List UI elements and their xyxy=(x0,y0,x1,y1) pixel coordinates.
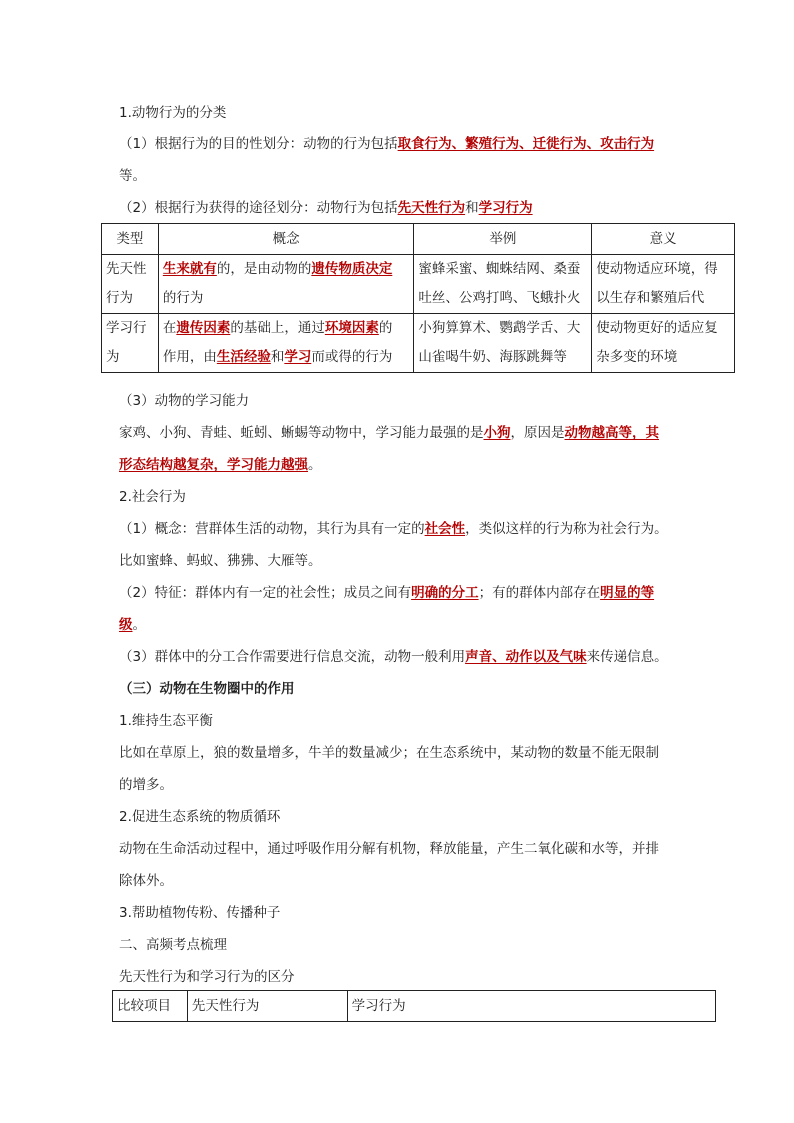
section-heading-learning-ability: （3）动物的学习能力 xyxy=(119,393,250,409)
highlight-purpose-behaviors: 取食行为、繁殖行为、迁徙行为、攻击行为 xyxy=(397,136,655,152)
subheading-ecological-balance: 1.维持生态平衡 xyxy=(119,713,213,729)
paragraph-social-concept: （1）概念：营群体生活的动物，其行为具有一定的社会性，类似这样的行为称为社会行为。 xyxy=(119,521,668,537)
subheading-material-cycle: 2.促进生态系统的物质循环 xyxy=(119,809,281,825)
table-header-cell: 类型 xyxy=(102,224,159,255)
highlight-learned-behavior: 学习行为 xyxy=(478,200,533,216)
table-header-cell: 举例 xyxy=(414,224,592,255)
paragraph-material-cycle-cont: 除体外。 xyxy=(119,873,173,889)
table-row-innate xyxy=(102,255,735,314)
paragraph-social-communication: （3）群体中的分工合作需要进行信息交流，动物一般利用声音、动作以及气味来传递信息。 xyxy=(119,649,668,665)
paragraph-social-features-cont: 级。 xyxy=(119,617,146,633)
subheading-comparison: 先天性行为和学习行为的区分 xyxy=(119,969,295,985)
table-header-cell: 概念 xyxy=(158,224,414,255)
section-heading-social: 2.社会行为 xyxy=(119,489,186,505)
behavior-comparison-table xyxy=(101,223,735,373)
paragraph-origin-classification: （2）根据行为获得的途径划分：动物行为包括先天性行为和学习行为 xyxy=(119,200,533,216)
paragraph-ecological-balance-cont: 的增多。 xyxy=(119,777,173,793)
cell-concept: 生来就有的，是由动物的遗传物质决定 的行为 xyxy=(158,255,414,314)
cell-example: 蜜蜂采蜜、蜘蛛结网、桑蚕 吐丝、公鸡打鸣、飞蛾扑火 xyxy=(414,255,592,314)
paragraph-ecological-balance: 比如在草原上，狼的数量增多，牛羊的数量减少；在生态系统中，某动物的数量不能无限制 xyxy=(119,745,659,761)
table-header-cell: 比较项目 xyxy=(113,991,188,1022)
cell-type: 学习行 为 xyxy=(102,314,159,373)
paragraph-social-features: （2）特征：群体内有一定的社会性；成员之间有明确的分工；有的群体内部存在明显的等 xyxy=(119,585,655,601)
cell-meaning: 使动物适应环境，得 以生存和繁殖后代 xyxy=(592,255,735,314)
table-header-cell: 先天性行为 xyxy=(187,991,347,1022)
cell-example: 小狗算算术、鹦鹉学舌、大 山雀喝牛奶、海豚跳舞等 xyxy=(414,314,592,373)
subheading-pollination: 3.帮助植物传粉、传播种子 xyxy=(119,905,281,921)
comparison-table xyxy=(112,990,716,1022)
paragraph-purpose-end: 等。 xyxy=(119,168,146,184)
cell-meaning: 使动物更好的适应复 杂多变的环境 xyxy=(592,314,735,373)
table-header-cell: 学习行为 xyxy=(347,991,715,1022)
section-heading-role: （三）动物在生物圈中的作用 xyxy=(119,681,295,697)
paragraph-material-cycle: 动物在生命活动过程中，通过呼吸作用分解有机物，释放能量，产生二氧化碳和水等，并排 xyxy=(119,841,659,857)
table-header-cell: 意义 xyxy=(592,224,735,255)
cell-concept: 在遗传因素的基础上，通过环境因素的 作用，由生活经验和学习而或得的行为 xyxy=(158,314,414,373)
paragraph-social-examples: 比如蜜蜂、蚂蚁、狒狒、大雁等。 xyxy=(119,553,322,569)
table-row-learned xyxy=(102,314,735,373)
highlight-innate-behavior: 先天性行为 xyxy=(397,200,466,216)
cell-type: 先天性 行为 xyxy=(102,255,159,314)
paragraph-purpose-classification: （1）根据行为的目的性划分：动物的行为包括取食行为、繁殖行为、迁徙行为、攻击行为 xyxy=(119,136,655,152)
table-header-row xyxy=(113,991,716,1022)
section-heading-classification: 1.动物行为的分类 xyxy=(119,105,227,121)
section-heading-review: 二、高频考点梳理 xyxy=(119,937,227,953)
table-header-row xyxy=(102,224,735,255)
paragraph-learning-ability-cont: 形态结构越复杂，学习能力越强。 xyxy=(119,457,322,473)
paragraph-learning-ability: 家鸡、小狗、青蛙、蚯蚓、蜥蜴等动物中，学习能力最强的是小狗，原因是动物越高等，其 xyxy=(119,425,659,441)
